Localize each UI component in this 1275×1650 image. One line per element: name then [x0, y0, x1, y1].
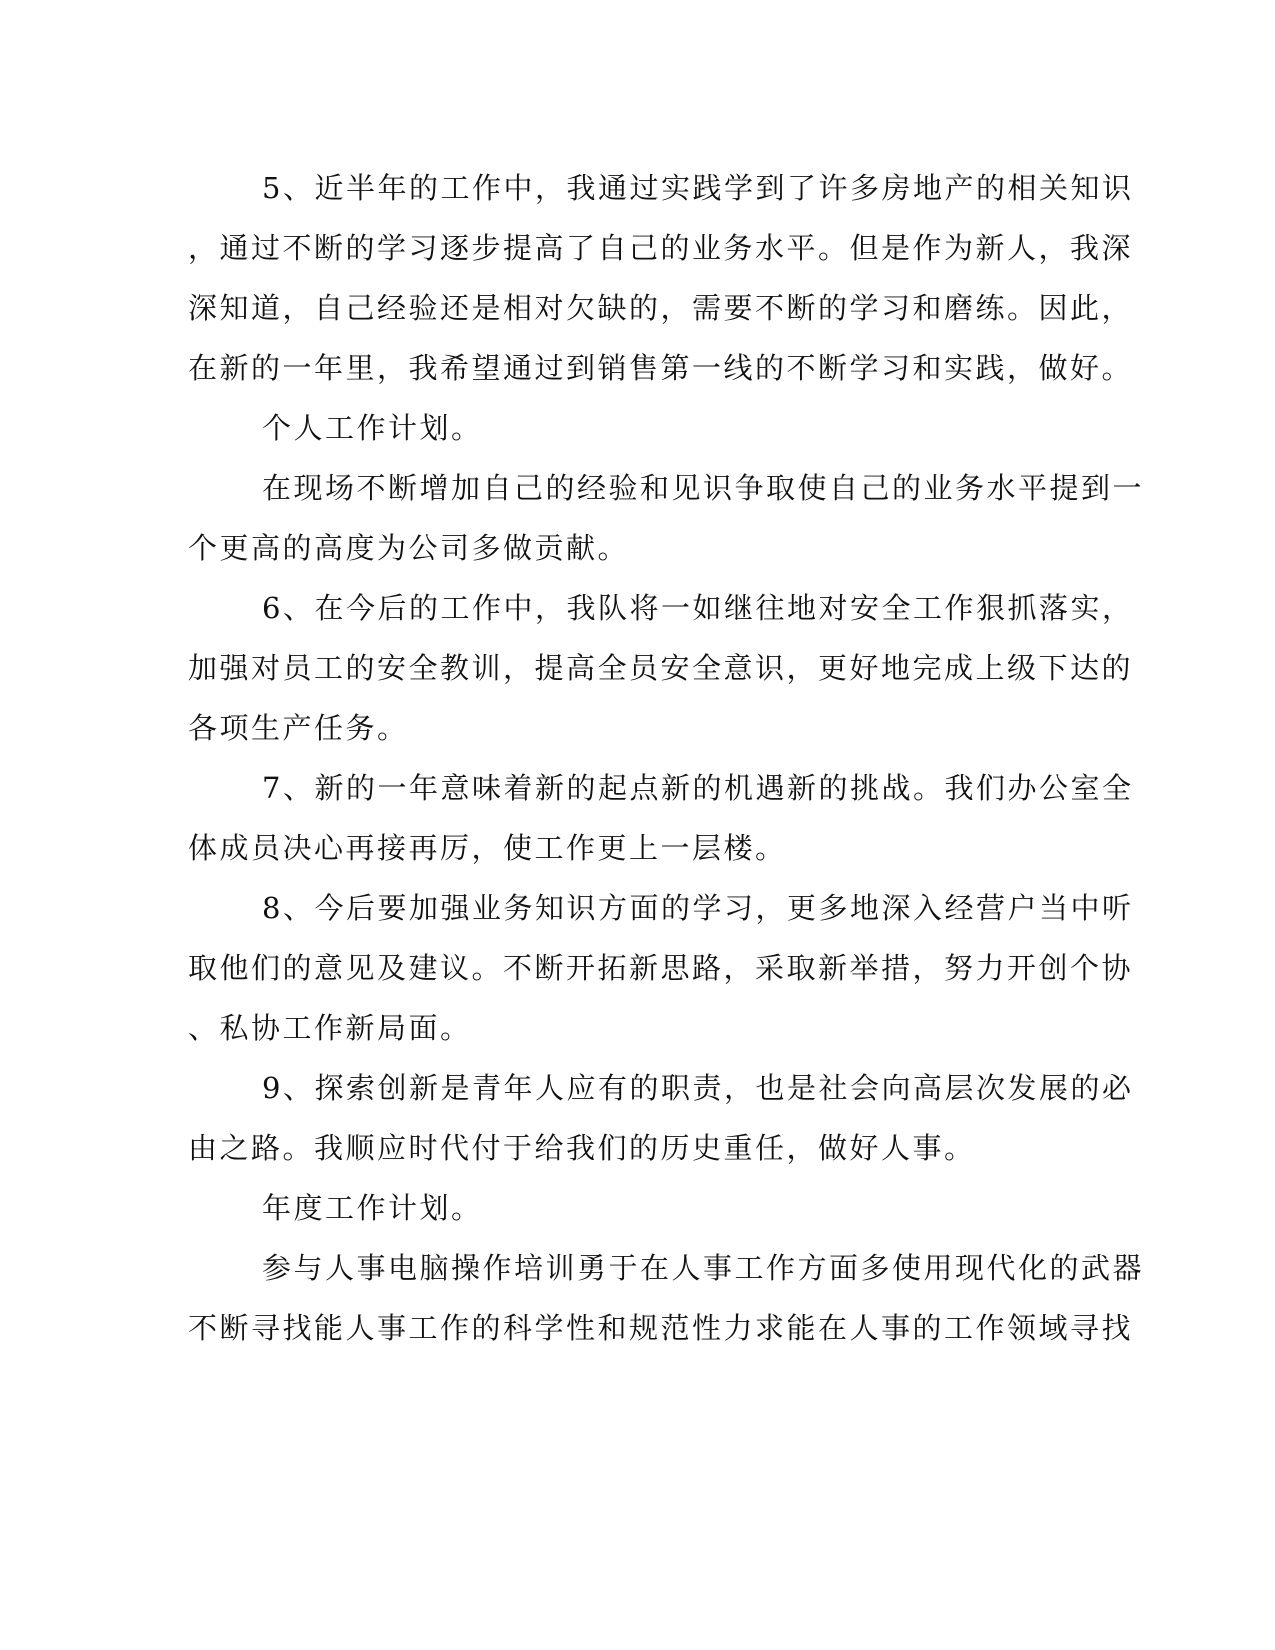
text-line: 个人工作计划。 [262, 411, 483, 445]
text-line: 在新的一年里，我希望通过到销售第一线的不断学习和实践，做好。 [188, 351, 1134, 385]
text-line: 由之路。我顺应时代付于给我们的历史重任，做好人事。 [188, 1131, 976, 1165]
text-line: 不断寻找能人事工作的科学性和规范性力求能在人事的工作领域寻找 [188, 1311, 1134, 1345]
text-line: 加强对员工的安全教训，提高全员安全意识，更好地完成上级下达的 [188, 651, 1134, 685]
text-line: 各项生产任务。 [188, 711, 409, 745]
text-line: 参与人事电脑操作培训勇于在人事工作方面多使用现代化的武器 [262, 1251, 1145, 1285]
text-line: 体成员决心再接再厉，使工作更上一层楼。 [188, 831, 787, 865]
text-line: 深知道，自己经验还是相对欠缺的，需要不断的学习和磨练。因此， [188, 291, 1134, 325]
text-line: 在现场不断增加自己的经验和见识争取使自己的业务水平提到一 [262, 471, 1145, 505]
text-line: ，通过不断的学习逐步提高了自己的业务水平。但是作为新人，我深 [188, 231, 1134, 265]
text-line: 6、在今后的工作中，我队将一如继往地对安全工作狠抓落实， [262, 591, 1134, 625]
text-line: 个更高的高度为公司多做贡献。 [188, 531, 630, 565]
text-line: 8、今后要加强业务知识方面的学习，更多地深入经营户当中听 [262, 891, 1134, 925]
text-line: 取他们的意见及建议。不断开拓新思路，采取新举措，努力开创个协 [188, 951, 1134, 985]
text-line: 年度工作计划。 [262, 1191, 483, 1225]
text-line: 7、新的一年意味着新的起点新的机遇新的挑战。我们办公室全 [262, 771, 1134, 805]
text-line: 5、近半年的工作中，我通过实践学到了许多房地产的相关知识 [262, 171, 1134, 205]
text-line: 、私协工作新局面。 [188, 1011, 472, 1045]
text-line: 9、探索创新是青年人应有的职责，也是社会向高层次发展的必 [262, 1071, 1134, 1105]
